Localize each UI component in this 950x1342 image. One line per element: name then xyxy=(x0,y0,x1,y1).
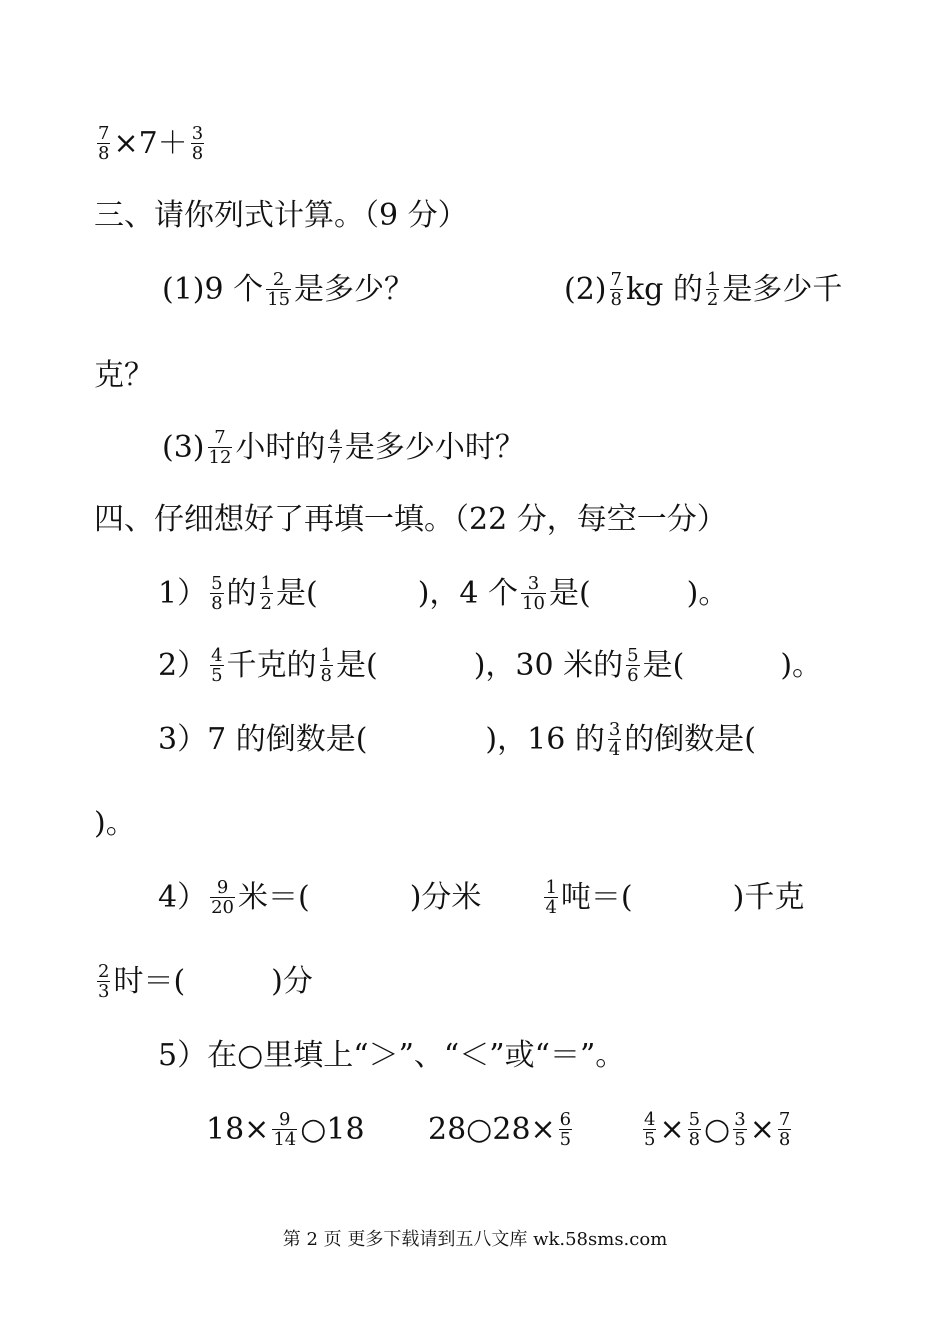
expression-line: $\frac{7}{8}$ ×7＋ $\frac{3}{8}$ xyxy=(98,122,204,164)
fraction: $\frac{7}{8}$ xyxy=(778,1108,791,1150)
fraction: $\frac{3}{10}$ xyxy=(522,572,545,614)
fraction: $\frac{7}{8}$ xyxy=(610,268,622,310)
page-footer: 第 2 页 更多下载请到五八文库 wk.58sms.com xyxy=(282,1229,668,1250)
fraction: $\frac{2}{3}$ xyxy=(98,960,110,1002)
fill-problem-1: 1） $\frac{5}{8}$ 的 $\frac{1}{2}$ 是( )，4 个 $\frac{3}{10}$ 是( )。 xyxy=(158,572,729,614)
fraction: $\frac{9}{14}$ xyxy=(273,1108,297,1150)
fill-problem-4: 4） $\frac{9}{20}$ 米＝( )分米 $\frac{1}{4}$ 吨＝( )千克 xyxy=(158,876,805,918)
question-3: (3) $\frac{7}{12}$ 小时的 $\frac{4}{7}$ 是多少小时？ xyxy=(162,426,525,468)
fill-problem-4-continued: $\frac{2}{3}$ 时＝( )分 xyxy=(98,960,313,1002)
comparison-a: 18× $\frac{9}{14}$ ○18 xyxy=(206,1108,365,1150)
comparison-c: $\frac{4}{5}$ × $\frac{5}{8}$ ○ $\frac{3}{5}$ × $\frac{7}{8}$ xyxy=(644,1108,791,1150)
section-heading-4: 四、仔细想好了再填一填。（22 分，每空一分） xyxy=(94,502,727,537)
fraction: $\frac{7}{8}$ xyxy=(98,122,110,164)
fraction: $\frac{4}{5}$ xyxy=(211,644,223,686)
fraction: $\frac{9}{20}$ xyxy=(211,876,234,918)
fraction: $\frac{2}{15}$ xyxy=(267,268,291,310)
section-heading-3: 三、请你列式计算。（9 分） xyxy=(94,198,468,233)
fraction: $\frac{1}{2}$ xyxy=(260,572,272,614)
question-2-continued: 克？ xyxy=(94,358,154,393)
question-2: (2) $\frac{7}{8}$ kg 的 $\frac{1}{2}$ 是多少千 xyxy=(564,268,843,310)
fill-problem-3: 3）7 的倒数是( )，16 的 $\frac{3}{4}$ 的倒数是( xyxy=(158,718,757,760)
fraction: $\frac{5}{8}$ xyxy=(688,1108,701,1150)
question-1: (1)9 个 $\frac{2}{15}$ 是多少？ xyxy=(162,268,415,310)
fraction: $\frac{6}{5}$ xyxy=(559,1108,572,1150)
fraction: $\frac{1}{2}$ xyxy=(706,268,719,310)
fraction: $\frac{5}{6}$ xyxy=(627,644,639,686)
fraction: $\frac{3}{8}$ xyxy=(191,122,204,164)
fraction: $\frac{1}{8}$ xyxy=(320,644,332,686)
fill-problem-5: 5）在○里填上“＞”、“＜”或“＝”。 xyxy=(158,1038,626,1073)
comparison-b: 28○28× $\frac{6}{5}$ xyxy=(428,1108,572,1150)
fraction: $\frac{7}{12}$ xyxy=(208,426,232,468)
fraction: $\frac{3}{4}$ xyxy=(608,718,621,760)
fraction: $\frac{4}{7}$ xyxy=(329,426,341,468)
fraction: $\frac{1}{4}$ xyxy=(545,876,557,918)
fraction: $\frac{3}{5}$ xyxy=(734,1108,746,1150)
fraction: $\frac{4}{5}$ xyxy=(644,1108,656,1150)
fraction: $\frac{5}{8}$ xyxy=(211,572,223,614)
fill-problem-3-continued: )。 xyxy=(94,806,136,841)
fill-problem-2: 2） $\frac{4}{5}$ 千克的 $\frac{1}{8}$ 是( )，30 米的 $\frac{5}{6}$ 是( )。 xyxy=(158,644,823,686)
